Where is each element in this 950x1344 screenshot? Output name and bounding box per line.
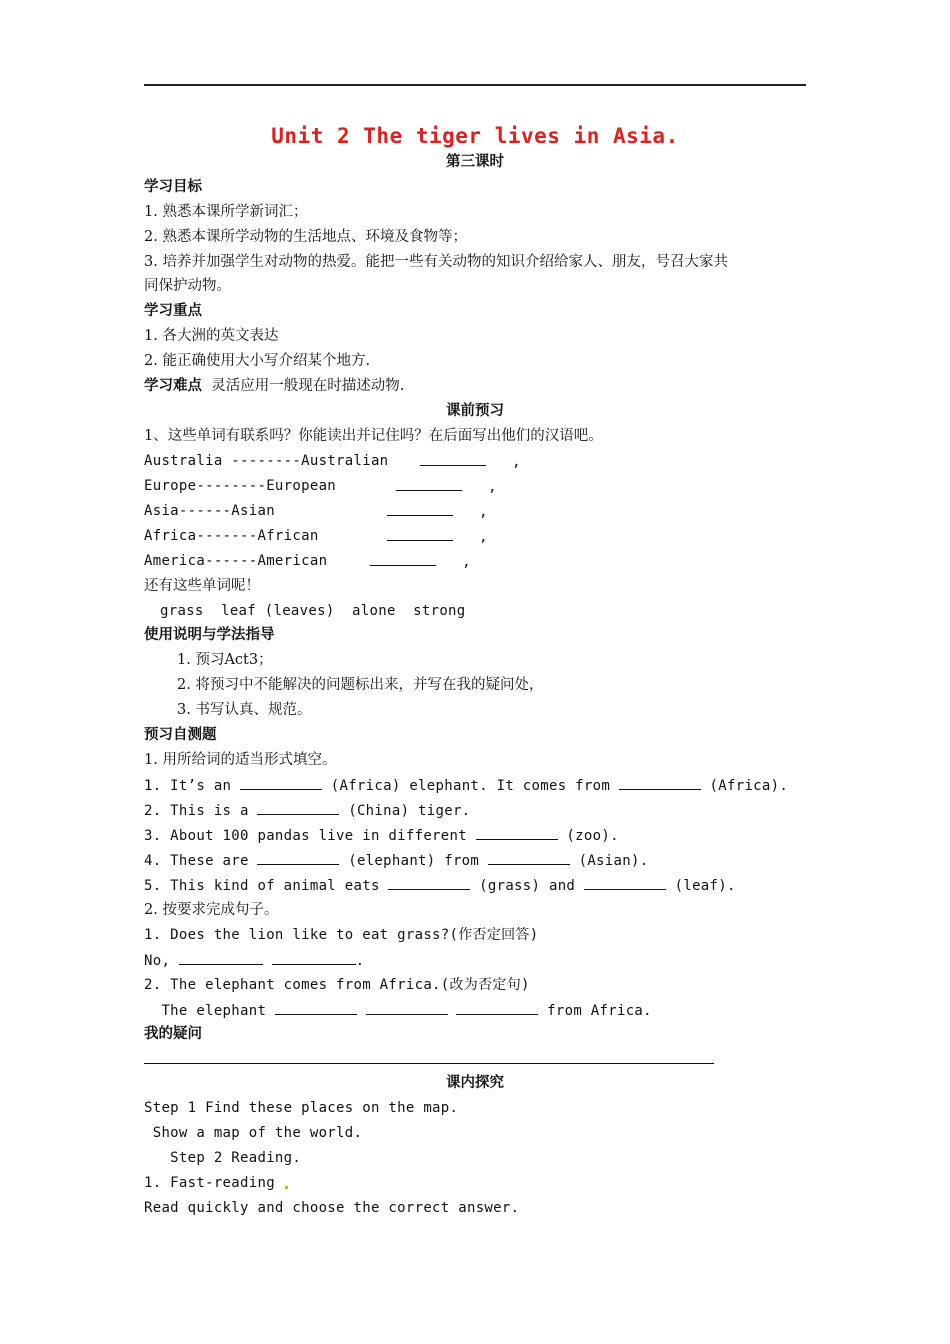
explore-line: Read quickly and choose the correct answer.	[144, 1200, 520, 1216]
goal-item: 3. 培养并加强学生对动物的热爱。能把一些有关动物的知识介绍给家人、朋友，号召大家共	[144, 254, 728, 270]
preview-heading: 课前预习	[446, 403, 504, 419]
guide-item: 3. 书写认真、规范。	[177, 702, 312, 718]
part1-title: 1. 用所给词的适当形式填空。	[144, 752, 337, 768]
word-pair: Africa-------African	[144, 528, 319, 544]
word-pair: Australia --------Australian	[144, 453, 389, 469]
answer-blank[interactable]	[179, 950, 263, 965]
guide-item: 1. 预习Act3；	[177, 652, 273, 668]
answer-blank[interactable]	[272, 950, 356, 965]
difficulty-heading: 学习难点	[144, 378, 202, 394]
fill-blank-question: 5. This kind of animal eats (grass) and (leaf).	[144, 875, 736, 896]
answer-blank[interactable]	[584, 875, 666, 890]
more-words: grass leaf (leaves) alone strong	[160, 603, 466, 619]
top-rule	[144, 84, 806, 86]
goal-item: 2. 熟悉本课所学动物的生活地点、环境及食物等；	[144, 229, 467, 245]
answer-blank[interactable]	[456, 1000, 538, 1015]
guide-item: 2. 将预习中不能解决的问题标出来，并写在我的疑问处，	[177, 677, 544, 693]
rewrite-question: 1. Does the lion like to eat grass?(作否定回答)	[144, 927, 539, 943]
explore-line: Step 2 Reading.	[144, 1150, 302, 1166]
explore-line: 1. Fast-reading	[144, 1173, 288, 1193]
answer-blank[interactable]	[476, 825, 558, 840]
doubts-answer-line[interactable]	[144, 1063, 714, 1064]
answer-blank[interactable]	[619, 775, 701, 790]
doubts-heading: 我的疑问	[144, 1026, 202, 1042]
word-pair-blank[interactable]: ,	[420, 451, 521, 472]
marker-dot-icon	[285, 1186, 288, 1189]
goal-item: 同保护动物。	[144, 278, 231, 294]
page-title: Unit 2 The tiger lives in Asia.	[271, 124, 679, 148]
part2-title: 2. 按要求完成句子。	[144, 902, 279, 918]
answer-blank[interactable]	[257, 850, 339, 865]
more-words-label: 还有这些单词呢！	[144, 578, 260, 594]
word-pair: America------American	[144, 553, 328, 569]
word-pair-blank[interactable]: ,	[370, 551, 471, 572]
lesson-number: 第三课时	[446, 154, 504, 170]
explore-line: Show a map of the world.	[144, 1125, 363, 1141]
goal-item: 1. 熟悉本课所学新词汇；	[144, 204, 308, 220]
rewrite-answer: No, .	[144, 950, 364, 971]
difficulty-text: 灵活应用一般现在时描述动物.	[211, 378, 405, 394]
answer-blank[interactable]	[275, 1000, 357, 1015]
word-pair-blank[interactable]: ,	[387, 526, 488, 547]
rewrite-question: 2. The elephant comes from Africa.(改为否定句)	[144, 977, 530, 993]
focus-item: 2. 能正确使用大小写介绍某个地方.	[144, 353, 371, 369]
answer-blank[interactable]	[488, 850, 570, 865]
focus-heading: 学习重点	[144, 303, 202, 319]
word-pair: Asia------Asian	[144, 503, 275, 519]
fill-blank-question: 4. These are (elephant) from (Asian).	[144, 850, 648, 871]
answer-blank[interactable]	[257, 800, 339, 815]
selftest-heading: 预习自测题	[144, 727, 217, 743]
word-pair-blank[interactable]: ,	[396, 476, 497, 497]
goals-heading: 学习目标	[144, 179, 202, 195]
answer-blank[interactable]	[388, 875, 470, 890]
answer-blank[interactable]	[240, 775, 322, 790]
answer-blank[interactable]	[366, 1000, 448, 1015]
explore-line: Step 1 Find these places on the map.	[144, 1100, 459, 1116]
preview-intro: 1、这些单词有联系吗？你能读出并记住吗？在后面写出他们的汉语吧。	[144, 428, 603, 444]
word-pair: Europe--------European	[144, 478, 337, 494]
rewrite-answer: The elephant from Africa.	[144, 1000, 652, 1021]
fill-blank-question: 2. This is a (China) tiger.	[144, 800, 470, 821]
word-pair-blank[interactable]: ,	[387, 501, 488, 522]
fill-blank-question: 1. It’s an (Africa) elephant. It comes from (Africa).	[144, 775, 788, 796]
difficulty-line	[144, 376, 404, 396]
guide-heading: 使用说明与学法指导	[144, 627, 275, 643]
focus-item: 1. 各大洲的英文表达	[144, 328, 279, 344]
fill-blank-question: 3. About 100 pandas live in different (zoo).	[144, 825, 619, 846]
explore-heading: 课内探究	[446, 1075, 504, 1091]
